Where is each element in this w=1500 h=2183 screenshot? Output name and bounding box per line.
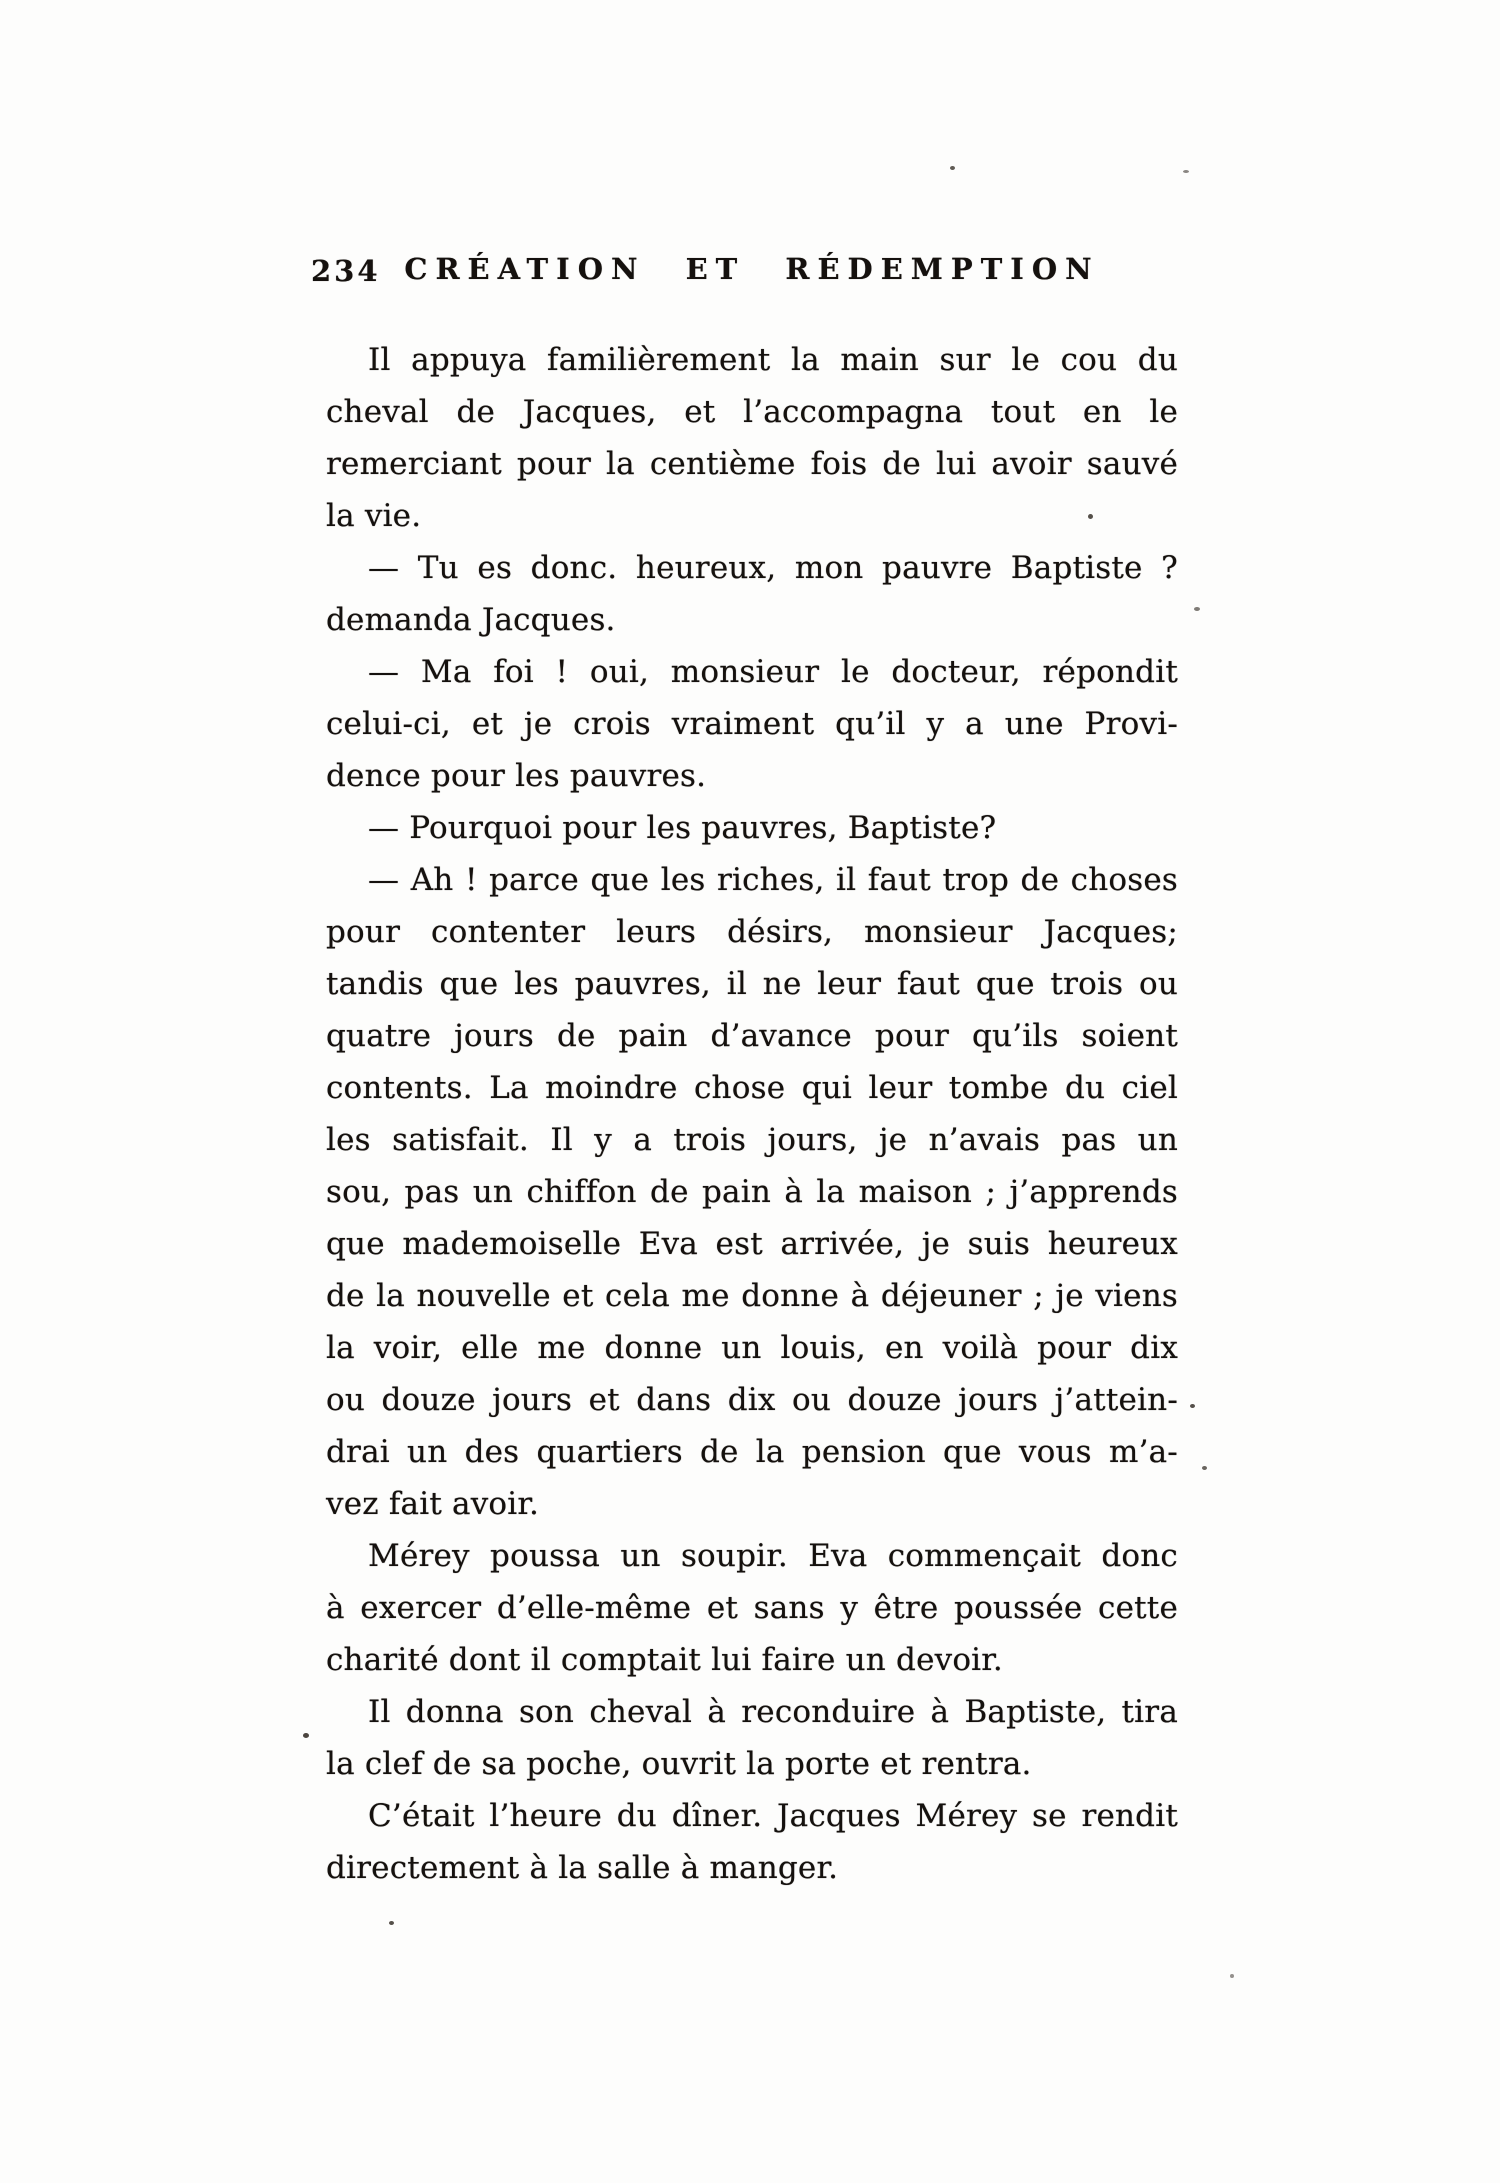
text-line: quatre jours de pain d’avance pour qu’ils soient [326, 1018, 1178, 1054]
text-line: la clef de sa poche, ouvrit la porte et rentra. [326, 1746, 1032, 1782]
ink-speck [1183, 170, 1189, 173]
text-line: — Tu es donc. heureux, mon pauvre Baptiste ? [368, 550, 1178, 586]
text-line: contents. La moindre chose qui leur tombe du ciel [326, 1070, 1178, 1106]
text-line: pour contenter leurs désirs, monsieur Jacques; [326, 914, 1178, 950]
text-line: de la nouvelle et cela me donne à déjeuner ; je viens [326, 1278, 1178, 1314]
text-line: celui-ci, et je crois vraiment qu’il y a une Provi- [326, 706, 1178, 742]
ink-speck [1230, 1974, 1234, 1978]
ink-speck [389, 1921, 394, 1925]
text-line: drai un des quartiers de la pension que vous m’a- [326, 1434, 1178, 1470]
text-line: directement à la salle à manger. [326, 1850, 839, 1886]
text-line: Il donna son cheval à reconduire à Baptiste, tira [368, 1694, 1178, 1730]
text-line: la voir, elle me donne un louis, en voilà pour dix [326, 1330, 1178, 1366]
text-line: à exercer d’elle-même et sans y être poussée cette [326, 1590, 1178, 1626]
text-line: charité dont il comptait lui faire un devoir. [326, 1642, 1003, 1678]
ink-speck [1088, 514, 1093, 519]
text-line: les satisfait. Il y a trois jours, je n’avais pas un [326, 1122, 1178, 1158]
page-number: 234 [311, 254, 381, 288]
text-line: cheval de Jacques, et l’accompagna tout en le [326, 394, 1178, 430]
body-text [326, 334, 1178, 1894]
text-line: — Ma foi ! oui, monsieur le docteur, répondit [368, 654, 1178, 690]
text-line: C’était l’heure du dîner. Jacques Mérey se rendit [368, 1798, 1178, 1834]
ink-speck [1194, 607, 1200, 611]
text-line: vez fait avoir. [326, 1486, 540, 1522]
text-line: la vie. [326, 498, 422, 534]
ink-speck [950, 166, 955, 170]
text-line: demanda Jacques. [326, 602, 616, 638]
text-line: que mademoiselle Eva est arrivée, je suis heureux [326, 1226, 1178, 1262]
ink-speck [1190, 1404, 1195, 1408]
ink-speck [1202, 1466, 1207, 1470]
text-line: tandis que les pauvres, il ne leur faut que trois ou [326, 966, 1178, 1002]
text-line: Il appuya familièrement la main sur le cou du [368, 342, 1178, 378]
text-line: dence pour les pauvres. [326, 758, 707, 794]
ink-speck [303, 1733, 309, 1738]
text-line: Mérey poussa un soupir. Eva commençait donc [368, 1538, 1178, 1574]
text-line: ou douze jours et dans dix ou douze jours j’attein- [326, 1382, 1178, 1418]
text-line: — Ah ! parce que les riches, il faut trop de choses [368, 862, 1178, 898]
text-line: — Pourquoi pour les pauvres, Baptiste? [368, 810, 997, 846]
text-line: remerciant pour la centième fois de lui avoir sauvé [326, 446, 1178, 482]
text-line: sou, pas un chiffon de pain à la maison ; j’apprends [326, 1174, 1178, 1210]
running-header-title: CRÉATION ET RÉDEMPTION [404, 252, 1100, 286]
